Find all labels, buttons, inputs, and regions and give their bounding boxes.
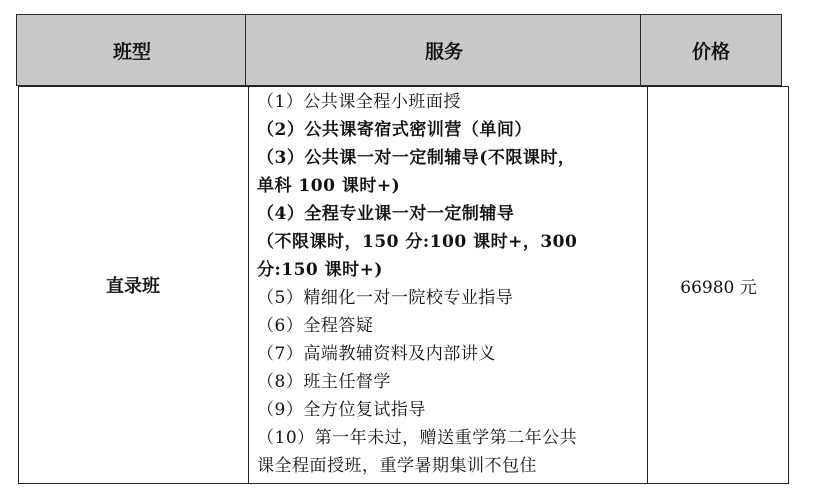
class-type-value: 直录班 bbox=[106, 276, 160, 297]
service-item: （8）班主任督学 bbox=[257, 372, 391, 392]
header-cell-service bbox=[245, 14, 643, 86]
header-class-type-label: 班型 bbox=[112, 40, 151, 63]
service-item: （4）全程专业课一对一定制辅导 bbox=[257, 204, 515, 224]
service-item: （10）第一年未过，赠送重学第二年公共 bbox=[257, 428, 578, 448]
service-item: （1）公共课全程小班面授 bbox=[257, 92, 461, 112]
service-item: 课全程面授班，重学暑期集训不包住 bbox=[257, 456, 537, 476]
header-cell-class-type bbox=[16, 14, 248, 86]
service-item: （3）公共课一对一定制辅导(不限课时， bbox=[257, 148, 576, 168]
service-list bbox=[257, 88, 642, 480]
service-item: 单科 100 课时+) bbox=[257, 176, 401, 196]
service-item: （不限课时，150 分:100 课时+，300 bbox=[257, 232, 578, 252]
service-item: （9）全方位复试指导 bbox=[257, 400, 426, 420]
price-value: 66980 元 bbox=[680, 277, 757, 298]
header-service-label: 服务 bbox=[424, 40, 463, 63]
service-item: （5）精细化一对一院校专业指导 bbox=[257, 288, 514, 308]
service-item: 分:150 课时+) bbox=[257, 260, 383, 280]
class-type-cell bbox=[18, 86, 248, 484]
column-divider-left bbox=[248, 86, 249, 484]
service-item: （6）全程答疑 bbox=[257, 316, 374, 336]
service-item: （7）高端教辅资料及内部讲义 bbox=[257, 344, 496, 364]
price-cell bbox=[648, 86, 789, 484]
header-price-label: 价格 bbox=[691, 40, 730, 63]
header-cell-price bbox=[640, 14, 782, 86]
service-item: （2）公共课寄宿式密训营（单间） bbox=[257, 120, 532, 140]
